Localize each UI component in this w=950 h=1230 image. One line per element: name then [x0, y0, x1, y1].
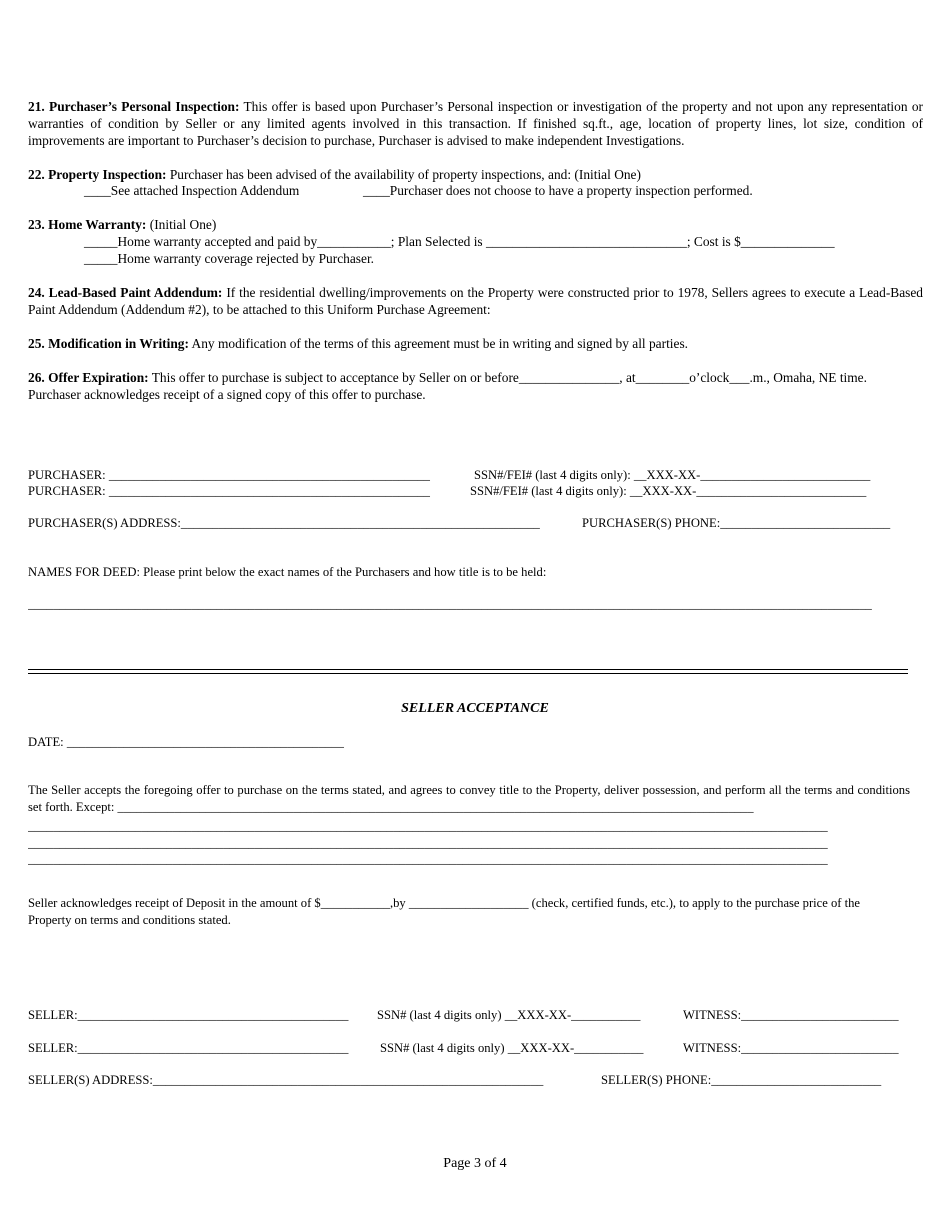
section-26 — [28, 369, 908, 403]
exceptions-line[interactable]: _______________________________________________________________________________________________________________________________ — [28, 852, 828, 866]
section-25 — [28, 335, 923, 352]
seller-2-signature[interactable]: SELLER:___________________________________________ — [28, 1041, 349, 1055]
seller-phone[interactable]: SELLER(S) PHONE:___________________________ — [601, 1073, 882, 1087]
section-23 — [28, 216, 923, 233]
seller-acceptance-title: SELLER ACCEPTANCE — [401, 701, 549, 716]
section-21 — [28, 98, 923, 149]
section-23-text: (Initial One) — [146, 217, 217, 232]
section-divider-bottom — [28, 673, 908, 674]
purchaser-1-signature[interactable]: PURCHASER: ___________________________________________________ — [28, 468, 430, 482]
warranty-rejected-option[interactable]: _____Home warranty coverage rejected by Purchaser. — [84, 251, 375, 266]
section-22-text: Purchaser has been advised of the availability of property inspections, and: (Initial One) — [166, 167, 641, 182]
section-22-heading: 22. Property Inspection: — [28, 167, 167, 182]
inspection-addendum-option[interactable]: ____See attached Inspection Addendum — [84, 183, 300, 198]
seller-1-ssn[interactable]: SSN# (last 4 digits only) __XXX-XX-___________ — [377, 1008, 641, 1022]
section-21-heading: 21. Purchaser’s Personal Inspection: — [28, 99, 240, 114]
section-24-text: If the residential dwelling/improvements on the Property were constructed prior to 1978, Sellers agrees to execute a Lead-Based Paint Addendum (Addendum #2), to be attached to this Uniform Purchase Agreement: — [28, 285, 923, 317]
section-divider-top — [28, 669, 908, 670]
acceptance-date[interactable]: DATE: ____________________________________________ — [28, 735, 344, 749]
warranty-accepted-option[interactable]: _____Home warranty accepted and paid by___________; Plan Selected is ______________________________; Cost is $______________ — [84, 234, 835, 249]
deposit-acknowledgement[interactable]: Seller acknowledges receipt of Deposit in the amount of $___________,by ___________________ (check, certified funds, etc.), to apply to the purchase price of the Property on terms and conditions stated. — [28, 896, 861, 927]
exceptions-line[interactable]: _______________________________________________________________________________________________________________________________ — [28, 819, 828, 833]
section-25-heading: 25. Modification in Writing: — [28, 336, 189, 351]
seller-1-signature[interactable]: SELLER:___________________________________________ — [28, 1008, 349, 1022]
section-25-text: Any modification of the terms of this agreement must be in writing and signed by all parties. — [188, 336, 689, 351]
no-inspection-option[interactable]: ____Purchaser does not choose to have a property inspection performed. — [363, 183, 753, 198]
section-26-heading: 26. Offer Expiration: — [28, 370, 149, 385]
section-24 — [28, 284, 923, 318]
section-21-text: This offer is based upon Purchaser’s Personal inspection or investigation of the property and not upon any representation or warranties of condition by Seller or any limited agents involved in this transaction. If finished sq.ft., age, location of property lines, lot size, condition of improvements are important to Purchaser’s decision to purchase, Purchaser is advised to make independent Investigations. — [28, 99, 924, 148]
section-26-text: This offer to purchase is subject to acceptance by Seller on or before_______________, at________o’clock___.m., Omaha, NE time. Purchaser acknowledges receipt of a signed copy of this offer to purchase. — [28, 370, 867, 402]
purchaser-1-ssn[interactable]: SSN#/FEI# (last 4 digits only): __XXX-XX-___________________________ — [474, 468, 871, 482]
section-24-heading: 24. Lead-Based Paint Addendum: — [28, 285, 223, 300]
seller-1-witness[interactable]: WITNESS:_________________________ — [683, 1008, 899, 1022]
purchaser-address[interactable]: PURCHASER(S) ADDRESS:_________________________________________________________ — [28, 516, 540, 530]
seller-accept-text[interactable]: The Seller accepts the foregoing offer to purchase on the terms stated, and agrees to convey title to the Property, deliver possession, and perform all the terms and conditions set forth. Except: _____________________________________________________________________________________________________ — [28, 783, 910, 814]
section-22 — [28, 166, 923, 183]
purchaser-phone[interactable]: PURCHASER(S) PHONE:___________________________ — [582, 516, 891, 530]
page-number: Page 3 of 4 — [443, 1156, 507, 1171]
section-23-heading: 23. Home Warranty: — [28, 217, 147, 232]
exceptions-line[interactable]: _______________________________________________________________________________________________________________________________ — [28, 836, 828, 850]
seller-2-witness[interactable]: WITNESS:_________________________ — [683, 1041, 899, 1055]
seller-2-ssn[interactable]: SSN# (last 4 digits only) __XXX-XX-___________ — [380, 1041, 644, 1055]
purchaser-2-ssn[interactable]: SSN#/FEI# (last 4 digits only): __XXX-XX-___________________________ — [470, 484, 867, 498]
purchaser-2-signature[interactable]: PURCHASER: ___________________________________________________ — [28, 484, 430, 498]
names-for-deed-line[interactable]: ______________________________________________________________________________________________________________________________________ — [28, 597, 872, 611]
seller-address[interactable]: SELLER(S) ADDRESS:______________________________________________________________ — [28, 1073, 544, 1087]
names-for-deed-label: NAMES FOR DEED: Please print below the exact names of the Purchasers and how title is to be held: — [28, 565, 547, 579]
